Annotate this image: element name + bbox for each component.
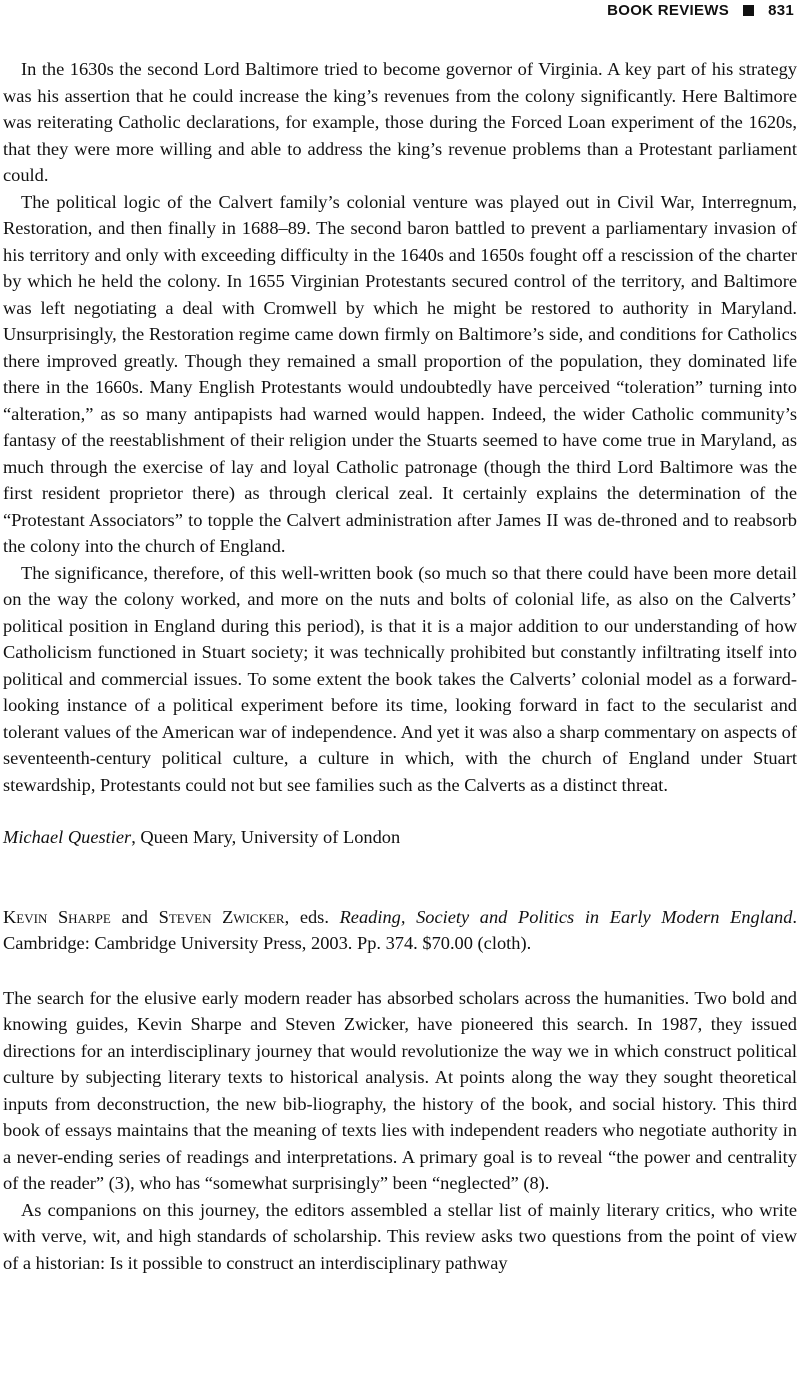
review2-citation [3, 904, 797, 957]
editor-1: Kevin Sharpe [3, 906, 111, 927]
book-title: Reading, Society and Politics in Early Modern England [339, 906, 793, 927]
reviewer-signature [3, 824, 797, 851]
review1-paragraph-1: In the 1630s the second Lord Baltimore tried to become governor of Virginia. A key part of his strategy was his assertion that he could increase the king’s revenues from the colony significantly. Here Baltimore was reiterating Catholic declarations, for example, those during the Forced Loan experiment of the 1620s, that they were more willing and able to address the king’s revenue problems than a Protestant parliament could. [3, 59, 797, 185]
square-bullet-icon [743, 5, 754, 16]
review1-paragraph-3: The significance, therefore, of this well-written book (so much so that there could have been more detail on the way the colony worked, and more on the nuts and bolts of colonial life, as also on the Calverts’ political position in England during this period), is that it is a major addition to our understanding of how Catholicism functioned in Stuart society; it was technically prohibited but constantly infiltrating itself into political and commercial issues. To some extent the book takes the Calverts’ colonial model as a forward-looking instance of a political experiment before its time, looking forward in fact to the secularist and tolerant values of the American war of independence. And yet it was also a sharp commentary on aspects of seventeenth-century political culture, a culture in which, with the church of England under Stuart stewardship, Protestants could not but see families such as the Calverts as a distinct threat. [3, 562, 797, 795]
reviewer-name: Michael Questier [3, 827, 132, 847]
publication-details: . Cambridge: Cambridge University Press, 2003. Pp. 374. $70.00 (cloth). [3, 906, 798, 953]
page-number: 831 [768, 1, 794, 19]
editor-2: Steven Zwicker [158, 906, 285, 927]
and-word: and [110, 906, 159, 927]
reviewer-affiliation: , Queen Mary, University of London [131, 827, 401, 847]
running-head [607, 0, 794, 20]
review2-paragraph-1: The search for the elusive early modern reader has absorbed scholars across the humanities. Two bold and knowing guides, Kevin Sharpe and Steven Zwicker, have pioneered this search. In 1987, they issued directions for an interdisciplinary journey that would revolutionize the way we in which construct political culture by subjecting literary texts to historical analysis. At points along the way they sought theoretical inputs from deconstruction, the new bib-liography, the history of the book, and social history. This third book of essays maintains that the meaning of texts lies with independent readers who negotiate authority in a never-ending series of readings and interpretations. A primary goal is to reveal “the power and centrality of the reader” (3), who has “somewhat surprisingly” been “neglected” (8). [3, 987, 797, 1193]
running-head-section: BOOK REVIEWS [607, 1, 730, 19]
review1-paragraph-2: The political logic of the Calvert family’s colonial venture was played out in Civil War, Interregnum, Restoration, and then finally in 1688–89. The second baron battled to prevent a parliamentary invasion of his territory and only with exceeding difficulty in the 1640s and 1650s fought off a rescission of the charter by which he held the colony. In 1655 Virginian Protestants secured control of the territory, and Baltimore was left negotiating a deal with Cromwell by which he might be restored to authority in Maryland. Unsurprisingly, the Restoration regime came down firmly on Baltimore’s side, and conditions for Catholics there improved greatly. Though they remained a small proportion of the population, they dominated life there in the 1660s. Many English Protestants would undoubtedly have perceived “toleration” turning into “alteration,” as so many antipapists had warned would happen. Indeed, the wider Catholic community’s fantasy of the reestablishment of their religion under the Stuarts seemed to have come true in Maryland, as much through the exercise of lay and loyal Catholic patronage (though the third Lord Baltimore was the first resident proprietor there) as through clerical zeal. It certainly explains the determination of the “Protestant Associators” to topple the Calvert administration after James II was de-throned and to reabsorb the colony into the church of England. [3, 191, 797, 556]
body-text [3, 56, 797, 1276]
review2-paragraph-2: As companions on this journey, the editors assembled a stellar list of mainly literary critics, who write with verve, wit, and high standards of scholarship. This review asks two questions from the point of view of a historian: Is it possible to construct an interdisciplinary pathway [3, 1199, 797, 1273]
eds-label: , eds. [284, 906, 340, 927]
